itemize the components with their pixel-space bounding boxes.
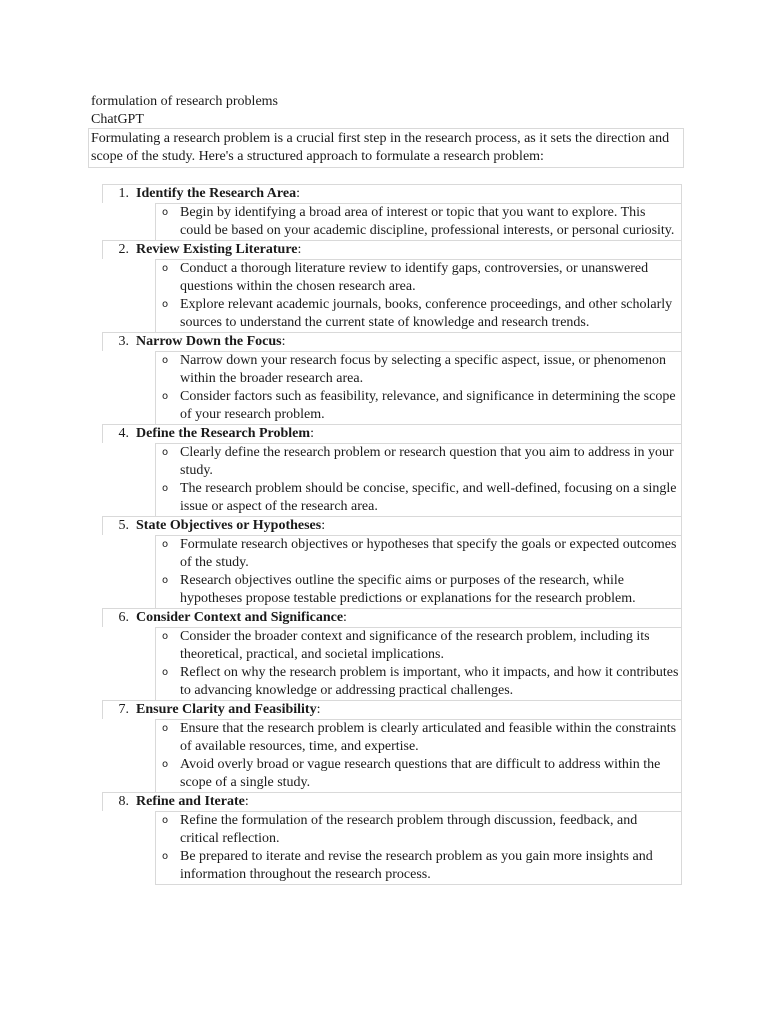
hollow-circle-bullet-icon: o bbox=[161, 355, 169, 366]
step-title: Define the Research Problem bbox=[136, 426, 311, 441]
step-bullet-list bbox=[155, 259, 682, 332]
step-number: 6. bbox=[118, 610, 129, 625]
step-number: 5. bbox=[118, 518, 129, 533]
step-title-colon: : bbox=[297, 242, 302, 257]
bullet-item bbox=[156, 628, 681, 664]
step-bullet-list bbox=[155, 627, 682, 700]
bullet-item bbox=[156, 204, 681, 240]
step-title-wrap bbox=[136, 185, 300, 203]
step-title-colon: : bbox=[343, 610, 347, 625]
bullet-item bbox=[156, 536, 681, 572]
step-bullet-list bbox=[155, 203, 682, 240]
bullet-item bbox=[156, 848, 681, 884]
step-title-colon: : bbox=[310, 426, 314, 441]
step-bullet-list bbox=[155, 719, 682, 792]
step-number: 7. bbox=[118, 702, 129, 717]
step-title-colon: : bbox=[321, 518, 326, 533]
step-title-wrap bbox=[136, 425, 314, 443]
step-heading bbox=[102, 184, 682, 203]
hollow-circle-bullet-icon: o bbox=[161, 667, 169, 678]
step-heading bbox=[102, 700, 682, 719]
step-number: 4. bbox=[118, 426, 129, 441]
step-title: State Objectives or Hypotheses bbox=[136, 518, 322, 533]
step-title-wrap bbox=[136, 701, 320, 719]
step-bullet-list bbox=[155, 811, 682, 885]
hollow-circle-bullet-icon: o bbox=[161, 483, 169, 494]
hollow-circle-bullet-icon: o bbox=[161, 539, 169, 550]
hollow-circle-bullet-icon: o bbox=[161, 759, 169, 770]
step-heading bbox=[102, 608, 682, 627]
bullet-text: Ensure that the research problem is clearly articulated and feasible within the constraints of available resources, time, and expertise. bbox=[180, 721, 677, 754]
bullet-text: Be prepared to iterate and revise the research problem as you gain more insights and information throughout the research process. bbox=[180, 849, 653, 882]
step-title: Review Existing Literature bbox=[136, 242, 298, 257]
bullet-item bbox=[156, 572, 681, 608]
bullet-text: Reflect on why the research problem is important, who it impacts, and how it contributes to advancing knowledge or addressing practical challenges. bbox=[180, 665, 679, 698]
hollow-circle-bullet-icon: o bbox=[161, 299, 169, 310]
step-title-colon: : bbox=[296, 186, 300, 201]
source-label: ChatGPT bbox=[91, 112, 144, 127]
step-title: Consider Context and Significance bbox=[136, 610, 344, 625]
step-title: Identify the Research Area bbox=[136, 186, 297, 201]
step-title: Narrow Down the Focus bbox=[136, 334, 282, 349]
step-number: 3. bbox=[118, 334, 129, 349]
bullet-text: Consider the broader context and significance of the research problem, including its theoretical, practical, and societal implications. bbox=[180, 629, 650, 662]
step-title-colon: : bbox=[281, 334, 286, 349]
hollow-circle-bullet-icon: o bbox=[161, 851, 169, 862]
bullet-text: Conduct a thorough literature review to identify gaps, controversies, or unanswered questions within the chosen research area. bbox=[180, 261, 649, 294]
bullet-item bbox=[156, 260, 681, 296]
bullet-item bbox=[156, 812, 681, 848]
step-heading bbox=[102, 792, 682, 811]
bullet-text: Refine the formulation of the research problem through discussion, feedback, and critical reflection. bbox=[180, 813, 638, 846]
step-number: 2. bbox=[118, 242, 129, 257]
bullet-text: Consider factors such as feasibility, relevance, and significance in determining the scope of your research problem. bbox=[180, 389, 676, 422]
bullet-text: Explore relevant academic journals, books, conference proceedings, and other scholarly sources to understand the current state of knowledge and research trends. bbox=[180, 297, 673, 330]
bullet-item bbox=[156, 756, 681, 792]
step-title-wrap bbox=[136, 333, 285, 351]
step-heading bbox=[102, 240, 682, 259]
step-title-wrap bbox=[136, 517, 325, 535]
bullet-item bbox=[156, 480, 681, 516]
intro-paragraph: Formulating a research problem is a crucial first step in the research process, as it sets the direction and scope of the study. Here's a structured approach to formulate a research problem: bbox=[88, 128, 684, 168]
hollow-circle-bullet-icon: o bbox=[161, 391, 169, 402]
step-bullet-list bbox=[155, 351, 682, 424]
hollow-circle-bullet-icon: o bbox=[161, 575, 169, 586]
step-title: Ensure Clarity and Feasibility bbox=[136, 702, 317, 717]
step-heading bbox=[102, 332, 682, 351]
bullet-item bbox=[156, 296, 681, 332]
hollow-circle-bullet-icon: o bbox=[161, 815, 169, 826]
step-title-colon: : bbox=[316, 702, 321, 717]
step-title: Refine and Iterate bbox=[136, 794, 245, 809]
step-title-colon: : bbox=[244, 794, 249, 809]
bullet-text: Research objectives outline the specific aims or purposes of the research, while hypotheses propose testable predictions or explanations for the research problem. bbox=[180, 573, 636, 606]
step-title-wrap bbox=[136, 609, 347, 627]
hollow-circle-bullet-icon: o bbox=[161, 631, 169, 642]
bullet-item bbox=[156, 444, 681, 480]
bullet-item bbox=[156, 664, 681, 700]
hollow-circle-bullet-icon: o bbox=[161, 723, 169, 734]
hollow-circle-bullet-icon: o bbox=[161, 263, 169, 274]
step-title-wrap bbox=[136, 793, 249, 811]
document-title: formulation of research problems bbox=[91, 94, 278, 109]
step-number: 1. bbox=[118, 186, 129, 201]
bullet-text: Begin by identifying a broad area of interest or topic that you want to explore. This could be based on your academic discipline, professional interests, or personal curiosity. bbox=[180, 205, 675, 238]
bullet-text: Avoid overly broad or vague research questions that are difficult to address within the scope of a single study. bbox=[180, 757, 661, 790]
step-number: 8. bbox=[118, 794, 129, 809]
bullet-text: The research problem should be concise, specific, and well-defined, focusing on a single issue or aspect of the research area. bbox=[180, 481, 677, 514]
step-bullet-list bbox=[155, 535, 682, 608]
bullet-item bbox=[156, 388, 681, 424]
steps-list bbox=[102, 184, 682, 885]
bullet-item bbox=[156, 720, 681, 756]
step-bullet-list bbox=[155, 443, 682, 516]
bullet-item bbox=[156, 352, 681, 388]
step-title-wrap bbox=[136, 241, 301, 259]
step-heading bbox=[102, 516, 682, 535]
step-heading bbox=[102, 424, 682, 443]
hollow-circle-bullet-icon: o bbox=[161, 207, 169, 218]
bullet-text: Narrow down your research focus by selecting a specific aspect, issue, or phenomenon within the broader research area. bbox=[180, 353, 666, 386]
bullet-text: Formulate research objectives or hypotheses that specify the goals or expected outcomes of the study. bbox=[180, 537, 677, 570]
hollow-circle-bullet-icon: o bbox=[161, 447, 169, 458]
bullet-text: Clearly define the research problem or research question that you aim to address in your study. bbox=[180, 445, 674, 478]
